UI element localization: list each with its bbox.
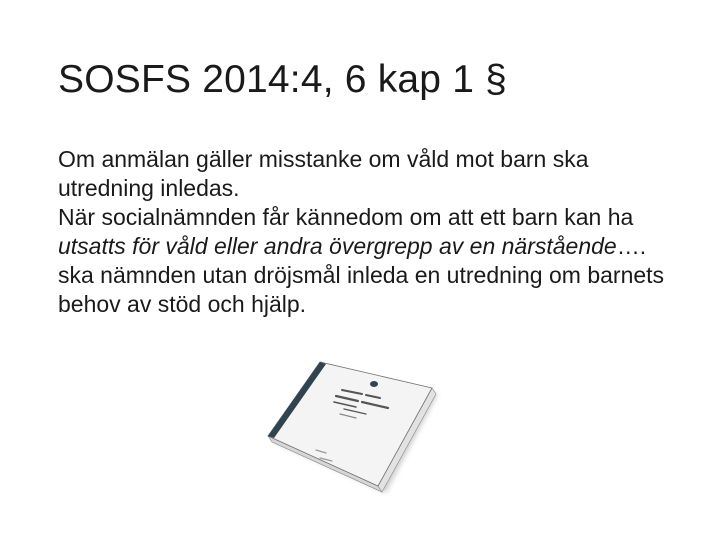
paragraph-1: Om anmälan gäller misstanke om våld mot barn ska utredning inledas. [58, 146, 589, 201]
body-text [58, 145, 668, 319]
page-title: SOSFS 2014:4, 6 kap 1 § [58, 58, 508, 101]
paragraph-2-lead: När socialnämnden får kännedom om att ett barn kan ha [58, 204, 634, 230]
paragraph-2-emphasis: utsatts för våld eller andra övergrepp av en närstående [58, 233, 617, 259]
document-booklet-icon [262, 360, 442, 500]
paragraph-2-tail: …. ska nämnden utan dröjsmål inleda en utredning om barnets behov av stöd och hjälp. [58, 233, 665, 317]
paragraph-2 [58, 203, 668, 319]
